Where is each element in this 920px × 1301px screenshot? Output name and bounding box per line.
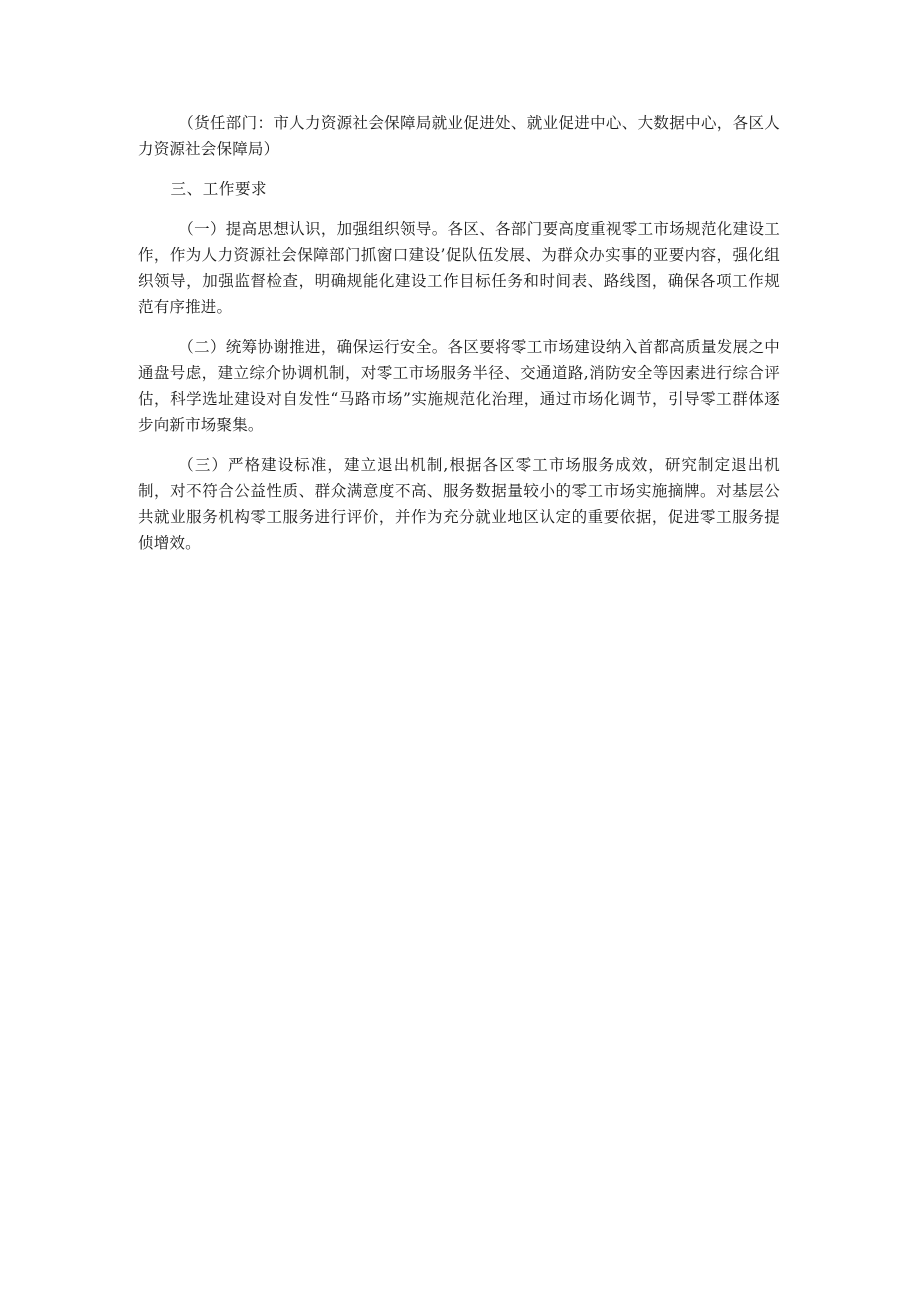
- paragraph-requirement-1: （一）提高思想认识，加强组织领导。各区、各部门要高度重视零工市场规范化建设工作，作为人力资源社会保障部门抓窗口建设’促队伍发展、为群众办实事的亚要内容，强化组织领导，加强监督检查，明确规能化建设工作目标任务和时间表、路线图，确保各项工作规范有序推进。: [138, 220, 780, 316]
- paragraph-requirement-3: （三）严格建设标准，建立退出机制,根据各区零工市场服务成效，研究制定退出机制，对不符合公益性质、群众满意度不高、服务数据量较小的零工市场实施摘牌。对基层公共就业服务机构零工服务进行评价，并作为充分就业地区认定的重要依据，促进零工服务提侦增效。: [138, 456, 780, 552]
- section-heading: 三、工作要求: [170, 180, 268, 198]
- document-body: [138, 110, 780, 556]
- responsibility-note: （货任部门：市人力资源社会保障局就业促进处、就业促进中心、大数据中心，各区人力资源社会保障局）: [138, 114, 780, 158]
- paragraph-requirement-2: （二）统筹协谢推进，确保运行安全。各区要将零工市场建设纳入首都高质量发展之中通盘号虑，建立综介协调机制，对零工市场服务半径、交通道路,消防安全等因素进行综合评估，科学选址建设对自发性“马路市场”实施规范化治理，通过市场化调节，引导零工群体逐步向新市场聚集。: [138, 338, 780, 434]
